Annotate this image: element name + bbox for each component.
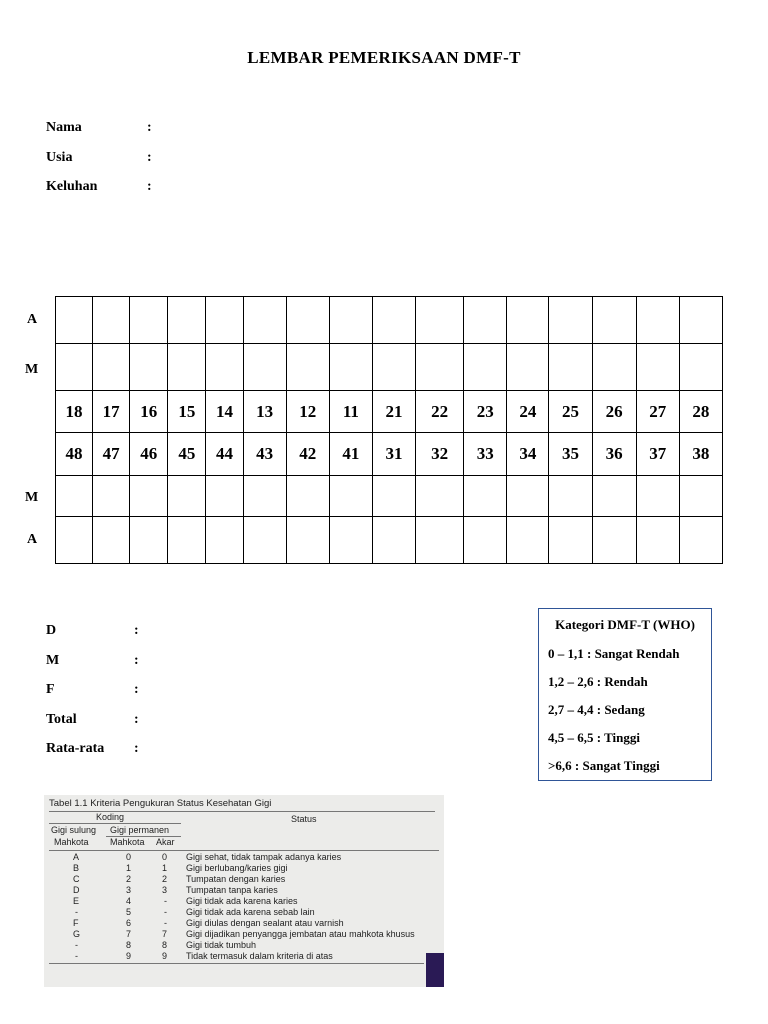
cell-upper-a[interactable] — [286, 297, 329, 344]
cell-lower-a[interactable] — [679, 517, 722, 564]
odontogram-table — [55, 296, 723, 564]
cell-lower-m[interactable] — [464, 476, 507, 517]
kategori-item: 2,7 – 4,4 : Sedang — [548, 702, 645, 717]
photo-rule-koding — [49, 823, 181, 824]
cell-lower-m[interactable] — [286, 476, 329, 517]
summary-label-total: Total — [46, 712, 77, 727]
cell-upper-a[interactable] — [329, 297, 372, 344]
cell-upper-m[interactable] — [636, 344, 679, 391]
photo-row — [44, 863, 444, 874]
summary-colon-d: : — [134, 623, 139, 638]
cell-lower-a[interactable] — [507, 517, 549, 564]
cell-lower-m[interactable] — [168, 476, 206, 517]
row-label-bottom-a: A — [27, 532, 38, 547]
tooth-number: 28 — [679, 391, 722, 433]
photo-cell: 4 — [126, 896, 132, 906]
cell-upper-a[interactable] — [56, 297, 93, 344]
row-lower-a — [56, 517, 723, 564]
row-upper-m — [56, 344, 723, 391]
photo-cell: F — [73, 918, 79, 928]
cell-upper-m[interactable] — [168, 344, 206, 391]
photo-cell: 8 — [126, 940, 132, 950]
cell-upper-a[interactable] — [93, 297, 130, 344]
field-label-usia: Usia — [46, 150, 73, 165]
cell-lower-a[interactable] — [372, 517, 415, 564]
cell-upper-m[interactable] — [679, 344, 722, 391]
cell-lower-a[interactable] — [243, 517, 286, 564]
cell-upper-m[interactable] — [507, 344, 549, 391]
photo-mahkota-permanen: Mahkota — [110, 837, 145, 847]
tooth-number: 22 — [416, 391, 464, 433]
photo-row — [44, 951, 444, 962]
tooth-number: 31 — [372, 433, 415, 476]
cell-lower-m[interactable] — [636, 476, 679, 517]
cell-upper-a[interactable] — [243, 297, 286, 344]
cell-upper-m[interactable] — [130, 344, 168, 391]
tooth-number: 18 — [56, 391, 93, 433]
cell-lower-m[interactable] — [329, 476, 372, 517]
photo-row — [44, 885, 444, 896]
summary-label-d: D — [46, 623, 57, 638]
photo-corner-decoration — [426, 953, 444, 987]
cell-upper-m[interactable] — [93, 344, 130, 391]
photo-cell: Tumpatan tanpa karies — [186, 885, 278, 895]
cell-upper-m[interactable] — [206, 344, 243, 391]
summary-label-m: M — [46, 653, 60, 668]
tooth-number: 13 — [243, 391, 286, 433]
photo-row — [44, 929, 444, 940]
photo-cell: Gigi sehat, tidak tampak adanya karies — [186, 852, 342, 862]
cell-upper-m[interactable] — [592, 344, 636, 391]
cell-upper-a[interactable] — [416, 297, 464, 344]
photo-mahkota-sulung: Mahkota — [54, 837, 89, 847]
tooth-number: 33 — [464, 433, 507, 476]
kategori-item: >6,6 : Sangat Tinggi — [548, 758, 660, 773]
row-lower-teeth — [56, 433, 723, 476]
photo-cell: 3 — [162, 885, 168, 895]
photo-cell: A — [73, 852, 80, 862]
photo-cell: - — [164, 907, 167, 917]
cell-upper-a[interactable] — [168, 297, 206, 344]
kategori-item: 1,2 – 2,6 : Rendah — [548, 674, 648, 689]
cell-upper-a[interactable] — [372, 297, 415, 344]
tooth-number: 38 — [679, 433, 722, 476]
photo-cell: 9 — [126, 951, 132, 961]
summary-colon-total: : — [134, 712, 139, 727]
row-upper-a — [56, 297, 723, 344]
page-title: LEMBAR PEMERIKSAAN DMF-T — [247, 48, 521, 67]
cell-upper-a[interactable] — [679, 297, 722, 344]
cell-lower-a[interactable] — [206, 517, 243, 564]
tooth-number: 47 — [93, 433, 130, 476]
row-upper-teeth — [56, 391, 723, 433]
tooth-number: 44 — [206, 433, 243, 476]
row-label-top-a: A — [27, 312, 38, 327]
tooth-number: 16 — [130, 391, 168, 433]
cell-lower-a[interactable] — [636, 517, 679, 564]
cell-upper-m[interactable] — [243, 344, 286, 391]
photo-gigi-sulung: Gigi sulung — [51, 825, 97, 835]
photo-rule-bottom — [49, 963, 424, 964]
tooth-number: 14 — [206, 391, 243, 433]
tooth-number: 42 — [286, 433, 329, 476]
photo-cell: Gigi berlubang/karies gigi — [186, 863, 288, 873]
photo-row — [44, 907, 444, 918]
kategori-box — [538, 608, 712, 781]
photo-cell: 6 — [126, 918, 132, 928]
summary-colon-f: : — [134, 682, 139, 697]
kategori-title: Kategori DMF-T (WHO) — [555, 617, 695, 632]
cell-lower-m[interactable] — [592, 476, 636, 517]
photo-cell: G — [73, 929, 81, 939]
cell-lower-a[interactable] — [329, 517, 372, 564]
cell-upper-m[interactable] — [549, 344, 592, 391]
cell-lower-m[interactable] — [130, 476, 168, 517]
photo-cell: Gigi tidak ada karena karies — [186, 896, 298, 906]
summary-colon-m: : — [134, 653, 139, 668]
cell-lower-a[interactable] — [549, 517, 592, 564]
photo-cell: D — [73, 885, 80, 895]
photo-cell: C — [73, 874, 80, 884]
photo-caption: Tabel 1.1 Kriteria Pengukuran Status Kesehatan Gigi — [49, 798, 272, 809]
cell-lower-m[interactable] — [507, 476, 549, 517]
summary-colon-rata-rata: : — [134, 741, 139, 756]
photo-cell: 1 — [126, 863, 132, 873]
photo-cell: - — [164, 918, 167, 928]
photo-cell: Gigi diulas dengan sealant atau varnish — [186, 918, 344, 928]
tooth-number: 46 — [130, 433, 168, 476]
photo-cell: 5 — [126, 907, 132, 917]
cell-upper-a[interactable] — [549, 297, 592, 344]
tooth-number: 43 — [243, 433, 286, 476]
tooth-number: 35 — [549, 433, 592, 476]
photo-row — [44, 940, 444, 951]
photo-cell: E — [73, 896, 80, 906]
photo-cell: Tidak termasuk dalam kriteria di atas — [186, 951, 333, 961]
photo-cell: Gigi tidak ada karena sebab lain — [186, 907, 315, 917]
photo-cell: 9 — [162, 951, 168, 961]
photo-cell: Gigi dijadikan penyangga jembatan atau mahkota khusus — [186, 929, 415, 939]
field-colon-usia: : — [147, 150, 152, 165]
tooth-number: 26 — [592, 391, 636, 433]
photo-cell: 2 — [126, 874, 132, 884]
cell-lower-a[interactable] — [56, 517, 93, 564]
cell-upper-m[interactable] — [56, 344, 93, 391]
field-label-nama: Nama — [46, 120, 82, 135]
tooth-number: 34 — [507, 433, 549, 476]
cell-upper-a[interactable] — [507, 297, 549, 344]
photo-cell: - — [164, 896, 167, 906]
cell-lower-m[interactable] — [206, 476, 243, 517]
cell-upper-a[interactable] — [206, 297, 243, 344]
photo-koding-header: Koding — [96, 812, 125, 822]
photo-cell: 1 — [162, 863, 168, 873]
cell-upper-a[interactable] — [636, 297, 679, 344]
photo-akar: Akar — [156, 837, 175, 847]
photo-cell: - — [75, 940, 78, 950]
photo-cell: 7 — [126, 929, 132, 939]
row-label-top-m: M — [25, 362, 39, 377]
tooth-number: 15 — [168, 391, 206, 433]
summary-label-f: F — [46, 682, 55, 697]
row-label-bottom-m: M — [25, 490, 39, 505]
cell-lower-a[interactable] — [464, 517, 507, 564]
kategori-item: 4,5 – 6,5 : Tinggi — [548, 730, 640, 745]
cell-upper-m[interactable] — [464, 344, 507, 391]
photo-row — [44, 918, 444, 929]
photo-status-header: Status — [291, 814, 317, 824]
cell-lower-a[interactable] — [130, 517, 168, 564]
cell-lower-a[interactable] — [168, 517, 206, 564]
cell-lower-m[interactable] — [243, 476, 286, 517]
photo-cell: Tumpatan dengan karies — [186, 874, 286, 884]
tooth-number: 17 — [93, 391, 130, 433]
cell-lower-m[interactable] — [93, 476, 130, 517]
cell-upper-a[interactable] — [592, 297, 636, 344]
tooth-number: 25 — [549, 391, 592, 433]
photo-cell: - — [75, 951, 78, 961]
kategori-item: 0 – 1,1 : Sangat Rendah — [548, 646, 680, 661]
tooth-number: 21 — [372, 391, 415, 433]
cell-upper-m[interactable] — [329, 344, 372, 391]
cell-lower-a[interactable] — [416, 517, 464, 564]
cell-lower-m[interactable] — [56, 476, 93, 517]
tooth-number: 12 — [286, 391, 329, 433]
photo-cell: 3 — [126, 885, 132, 895]
cell-lower-m[interactable] — [416, 476, 464, 517]
cell-lower-a[interactable] — [93, 517, 130, 564]
tooth-number: 45 — [168, 433, 206, 476]
cell-upper-m[interactable] — [286, 344, 329, 391]
photo-row — [44, 896, 444, 907]
photo-cell: B — [73, 863, 80, 873]
photo-cell: 0 — [126, 852, 132, 862]
cell-lower-m[interactable] — [372, 476, 415, 517]
cell-lower-a[interactable] — [286, 517, 329, 564]
reference-table-photo — [44, 795, 444, 987]
tooth-number: 27 — [636, 391, 679, 433]
photo-cell: 0 — [162, 852, 168, 862]
summary-label-rata-rata: Rata-rata — [46, 741, 105, 756]
field-colon-keluhan: : — [147, 179, 152, 194]
field-colon-nama: : — [147, 120, 152, 135]
cell-lower-a[interactable] — [592, 517, 636, 564]
photo-gigi-permanen: Gigi permanen — [110, 825, 170, 835]
tooth-number: 37 — [636, 433, 679, 476]
photo-row — [44, 874, 444, 885]
photo-row — [44, 852, 444, 863]
tooth-number: 11 — [329, 391, 372, 433]
cell-upper-m[interactable] — [416, 344, 464, 391]
tooth-number: 23 — [464, 391, 507, 433]
cell-lower-m[interactable] — [679, 476, 722, 517]
cell-upper-a[interactable] — [130, 297, 168, 344]
tooth-number: 32 — [416, 433, 464, 476]
photo-cell: 8 — [162, 940, 168, 950]
tooth-number: 48 — [56, 433, 93, 476]
photo-rule-header — [49, 850, 439, 851]
photo-cell: Gigi tidak tumbuh — [186, 940, 257, 950]
field-label-keluhan: Keluhan — [46, 179, 98, 194]
cell-lower-m[interactable] — [549, 476, 592, 517]
cell-upper-m[interactable] — [372, 344, 415, 391]
cell-upper-a[interactable] — [464, 297, 507, 344]
photo-cell: 2 — [162, 874, 168, 884]
photo-cell: 7 — [162, 929, 168, 939]
tooth-number: 24 — [507, 391, 549, 433]
tooth-number: 36 — [592, 433, 636, 476]
row-lower-m — [56, 476, 723, 517]
tooth-number: 41 — [329, 433, 372, 476]
photo-cell: - — [75, 907, 78, 917]
